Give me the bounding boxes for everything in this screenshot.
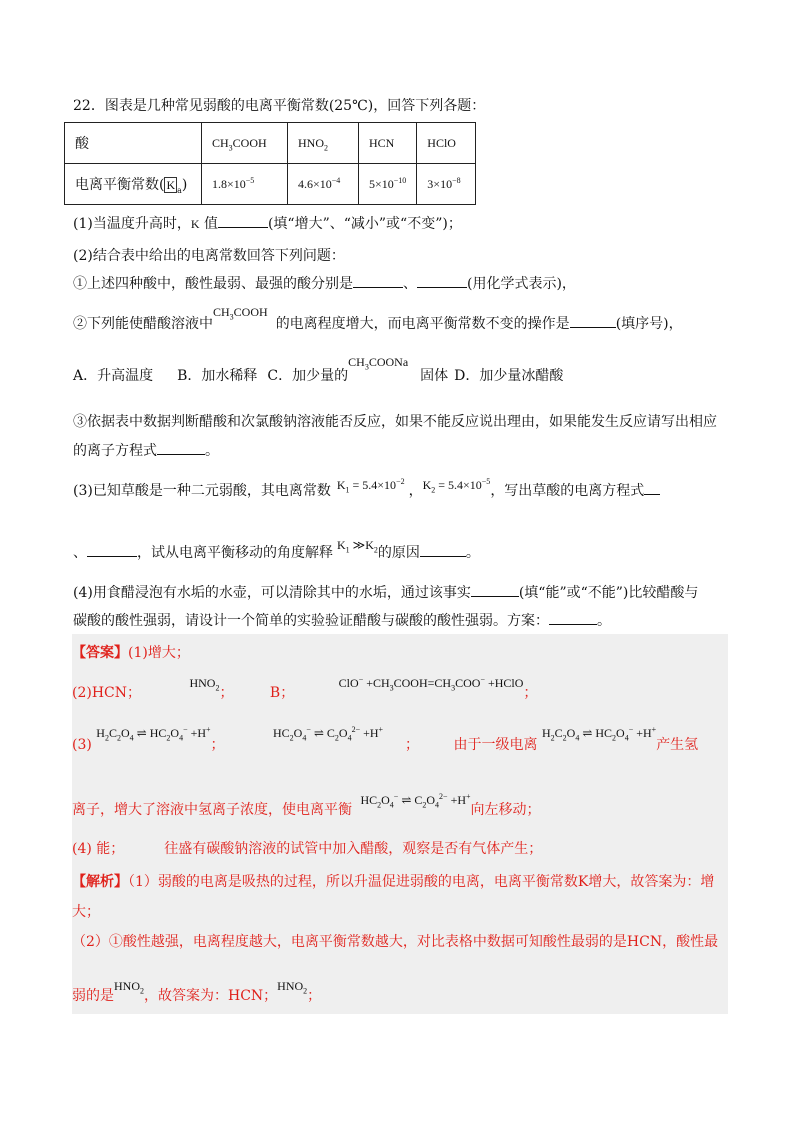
analysis-line-2: （2）①酸性越强，电离程度越大，电离平衡常数越大，对比表格中数据可知酸性最弱的是HCN，酸性最 xyxy=(72,934,719,950)
ka-table xyxy=(64,122,476,205)
q4-line: (4)用食醋浸泡有水垢的水壶，可以清除其中的水垢，通过该事实 (填“能”或“不能”)比较醋酸与 xyxy=(73,582,698,603)
answer-tag: 【答案】 xyxy=(72,645,128,661)
table-cell: $5\times 10^{-10}$ xyxy=(359,164,417,205)
analysis-tag: 【解析】 xyxy=(72,874,128,890)
table-row xyxy=(65,123,476,164)
options-line: A．升高温度 B．加水稀释 C．加少量的$CH_3COONa$固体 D．加少量冰醋酸 xyxy=(73,355,564,384)
question-intro: 22．图表是几种常见弱酸的电离平衡常数(25℃)，回答下列各题： xyxy=(73,98,486,114)
answer-line-3: (3) $H_2C_2O_4$ ⇌ $HC_2O_4^- +H^+$； $HC_2O_4^-$ ⇌ $C_2O_4^{2-} +H^+$； 由于一级电离 $H_2C_2O_4$ ⇌ $HC_2O_4^- +H^+$产生氢 xyxy=(72,725,699,753)
q2-line: (2)结合表中给出的电离常数回答下列问题： xyxy=(73,248,345,264)
q4-line-b: 碳酸的酸性强弱，请设计一个简单的实验验证醋酸与碳酸的酸性强弱。方案： 。 xyxy=(73,610,611,631)
q3-line: (3)已知草酸是一种二元弱酸，其电离常数 $K_1 = 5.4\times 10^{-2}$，$K_2 = 5.4\times 10^{-5}$，写出草酸的电离方程式 xyxy=(73,480,660,501)
q2-1-line: ①上述四种酸中，酸性最弱、最强的酸分别是 、 (用化学式表示)， xyxy=(73,273,576,294)
table-cell: $1.8\times 10^{-5}$ xyxy=(202,164,288,205)
q2-3-line: ③依据表中数据判断醋酸和次氯酸钠溶液能否反应，如果不能反应说出理由，如果能发生反应请写出相应 xyxy=(73,414,717,430)
table-cell: $4.6\times 10^{-4}$ xyxy=(288,164,359,205)
analysis-line-1: 【解析】（1）弱酸的电离是吸热的过程，所以升温促进弱酸的电离，电离平衡常数K增大，故答案为：增 xyxy=(72,874,715,890)
table-header-cell: HCN xyxy=(359,123,417,164)
table-header-cell: HClO xyxy=(417,123,476,164)
answer-line-1: 【答案】(1)增大； xyxy=(72,645,190,661)
q2-3-line-b: 的离子方程式 。 xyxy=(73,440,219,461)
table-row-label: 电离平衡常数( K $_a$) xyxy=(65,164,202,205)
table-header-cell: $HNO_2$ xyxy=(288,123,359,164)
answer-line-5: (4) 能； 往盛有碳酸钠溶液的试管中加入醋酸，观察是否有气体产生； xyxy=(72,841,543,857)
analysis-line-1b: 大； xyxy=(72,904,100,920)
q3-line-b: 、 ，试从电离平衡移动的角度解释 $K_1$ $≫K_2$的原因 。 xyxy=(73,538,480,561)
analysis-line-2b: 弱的是$HNO_2$，故答案为：HCN；$HNO_2$； xyxy=(72,979,322,1004)
answer-line-4: 离子，增大了溶液中氢离子浓度，使电离平衡 $HC_2O_4^-$ ⇌ $C_2O_4^{2-} +H^+$向左移动； xyxy=(72,792,541,818)
q1-line: (1)当温度升高时，K 值 (填“增大”、“减小”或“不变”)； xyxy=(73,213,462,234)
answer-line-2: (2)HCN； $HNO_2$； B； $ClO^- +CH_3COOH=CH_3COO^-$ +HClO； xyxy=(72,675,538,701)
table-cell: $3\times 10^{-8}$ xyxy=(417,164,476,205)
table-header-cell: 酸 xyxy=(65,123,202,164)
table-header-cell: $CH_3COOH$ xyxy=(202,123,288,164)
q2-2-line: ②下列能使醋酸溶液中$CH_3COOH$的电离程度增大，而电离平衡常数不变的操作是 (填序号)， xyxy=(73,305,683,332)
table-row xyxy=(65,164,476,205)
